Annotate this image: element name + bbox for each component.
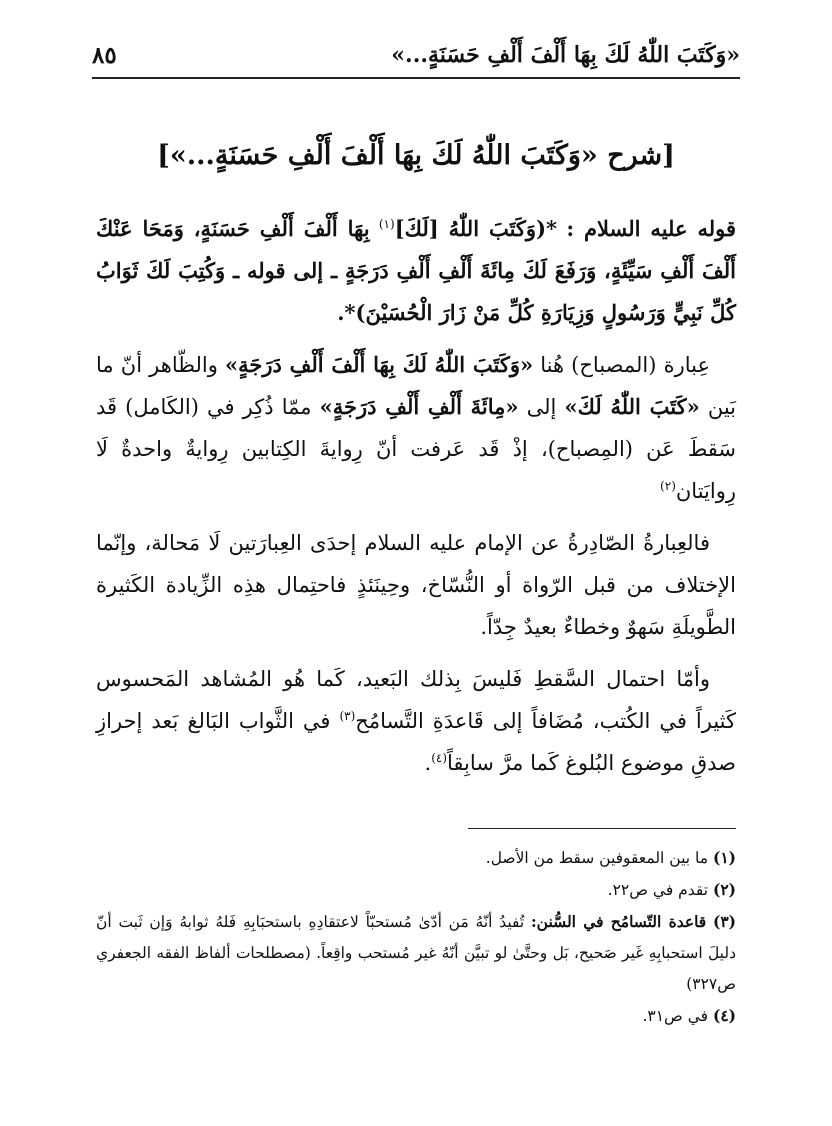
- footnote-number: (١): [712, 848, 736, 867]
- text-run: ممّا ذُكِر في (الكَامل) قَد سَقطَ عَن (المِصباح)، إذْ قَد عَرفت أنّ رِوايةَ الكِتابين رِوايةٌ واحدةٌ لَا رِوايَتان: [96, 395, 736, 503]
- footnote-text: ما بين المعقوفين سقط من الأصل.: [485, 849, 709, 867]
- footnote-item: [96, 842, 736, 874]
- footnote-text: في ص٣١.: [642, 1007, 709, 1025]
- quoted-phrase: «مِائَةَ أَلْفِ أَلْفِ دَرَجَةٍ»: [319, 394, 519, 419]
- text-run: .: [424, 751, 432, 775]
- footnote-item: [96, 906, 736, 1000]
- paragraph-analysis: فالعِبارةُ الصّادِرةُ عن الإمام عليه السلام إحدَى العِبارَتين لَا مَحالة، وإنّما الإختلاف من قبل الرّواة أو النُّسّاخ، وحِينَئذٍ فاحتِمال هذِه الزِّيادة الكَثيرة الطَّويلَةِ سَهوٌ وخطاءٌ بعيدٌ جِدّاً.: [96, 531, 736, 639]
- text-run: في الثَّواب البَالغ بَعد إحرازِ صدقِ موضوع البُلوغ كَما مرَّ سابِقاً: [96, 709, 736, 775]
- footnote-ref: (٣): [339, 709, 356, 723]
- paragraph-conclusion: [96, 658, 736, 784]
- footnotes: [96, 842, 736, 1032]
- header-rule: [92, 77, 740, 79]
- text-run: والظّاهر أنّ ما بَين: [96, 353, 736, 419]
- footnote-number: (٤): [712, 1006, 736, 1025]
- footnote-number: (٣): [712, 912, 736, 931]
- running-header: [92, 38, 740, 74]
- footnote-ref: (٤): [431, 751, 448, 765]
- running-title: «وَكَتَبَ اللّٰهُ لَكَ بِهَا أَلْفَ أَلْفِ حَسَنَةٍ...»: [391, 42, 740, 68]
- text-run: عِبارة (المصباح) هُنا: [540, 353, 710, 377]
- section-title: [شرح «وَكَتَبَ اللّٰهُ لَكَ بِهَا أَلْفَ أَلْفِ حَسَنَةٍ...»]: [157, 140, 675, 171]
- footnote-item: [96, 874, 736, 906]
- footnote-rule: [468, 828, 736, 829]
- paragraph-quote: [96, 208, 736, 334]
- footnote-item: [96, 1000, 736, 1032]
- text-run: إلى: [526, 395, 557, 419]
- quoted-text-rest: بِهَا أَلْفَ أَلْفِ حَسَنَةٍ، وَمَحَا عَنْكَ أَلْفَ أَلْفِ سَيِّئَةٍ، وَرَفَعَ لَكَ مِائَةَ أَلْفِ أَلْفِ دَرَجَةٍ ـ إلى قوله ـ وَكُتِبَ لَكَ ثَوَابُ كُلِّ نَبِيٍّ وَرَسُولٍ وَزِيَارَةِ كُلِّ مَنْ زَارَ الْحُسَيْنَ)*.: [96, 216, 736, 325]
- text-run: وأمّا احتمال السَّقطِ فَليسَ بِذلك البَعيد، كَما هُو المُشاهد المَحسوس كَثيراً في الكُتب، مُضَافاً إلى قَاعدَةِ التَّسامُح: [96, 667, 736, 733]
- quoted-text: *(وَكَتَبَ اللّٰهُ [لَكَ]: [394, 216, 557, 241]
- footnote-ref: (٢): [660, 479, 676, 493]
- main-text: [96, 208, 736, 794]
- page-number: ٨٥: [92, 42, 117, 69]
- paragraph-commentary: [96, 344, 736, 512]
- footnote-term: قاعدة التّسامُح في السُّنن:: [530, 912, 707, 931]
- footnote-number: (٢): [712, 880, 736, 899]
- footnote-text: تُفيدُ أنّهُ مَن أدّىٰ مُستحبّاً لاعتقادِهِ باستحبَابِهِ فَلهُ ثوابهُ وَإن ثَبت أنّ دليلَ استحبابِهِ غَير صَحيح، بَل وحتَّىٰ لو تبيَّن أنّهُ غير مُستحب واقِعاً. (مصطلحات ألفاظ الفقه الجعفري ص٣٢٧): [96, 913, 736, 993]
- footnote-text: تقدم في ص٢٢.: [607, 881, 709, 899]
- lead-phrase: قوله عليه السلام :: [566, 216, 736, 241]
- footnote-ref: (١): [378, 217, 395, 231]
- quoted-phrase: «وَكَتَبَ اللّٰهُ لَكَ بِهَا أَلْفَ أَلْفِ دَرَجَةٍ»: [224, 352, 534, 377]
- quoted-phrase: «كَتَبَ اللّٰهُ لَكَ»: [564, 394, 700, 419]
